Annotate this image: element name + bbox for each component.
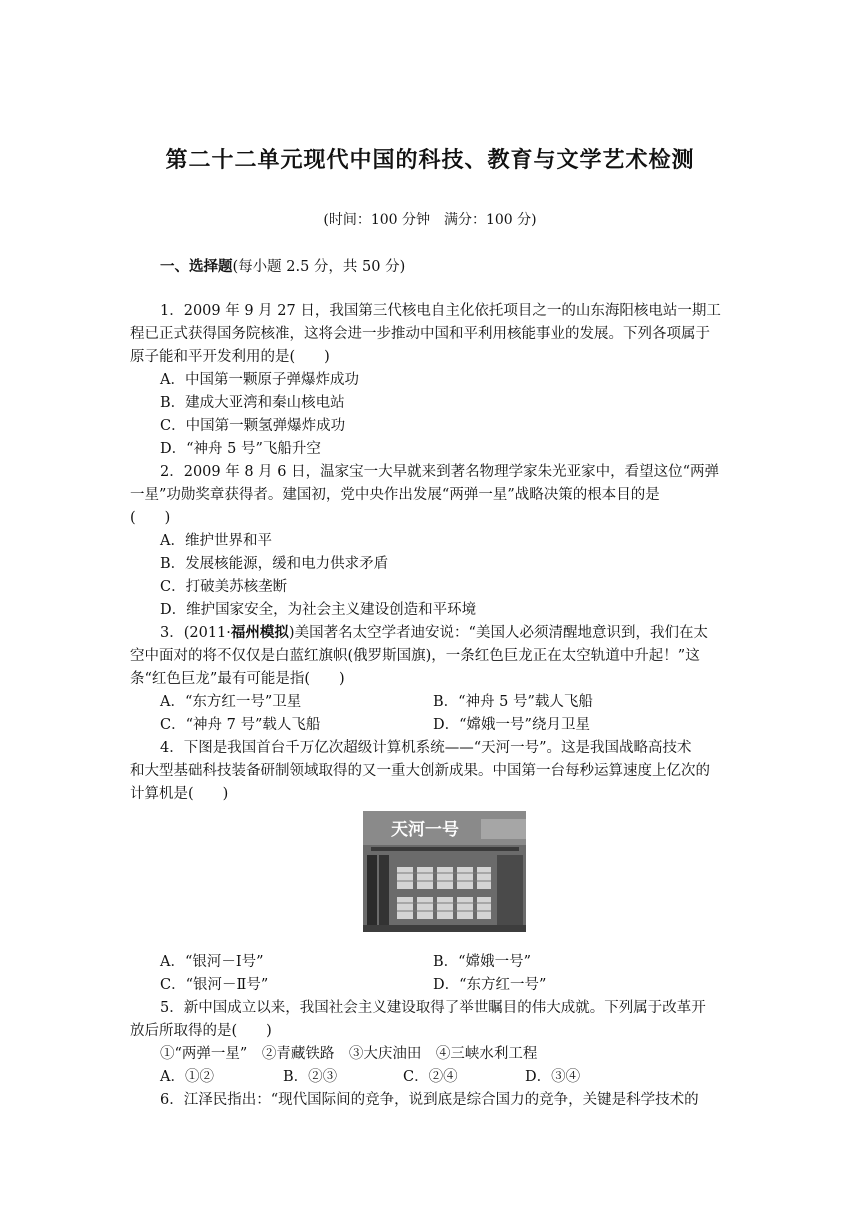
q1-option-d: D．“神舟 5 号”飞船升空: [160, 441, 321, 457]
q3-option-d: D．“嫦娥一号”绕月卫星: [433, 717, 590, 733]
q3-option-b: B．“神舟 5 号”载人飞船: [433, 694, 593, 710]
q4-option-a: A．“银河－Ⅰ号”: [160, 954, 264, 970]
q2-option-a: A．维护世界和平: [160, 533, 272, 549]
q1-line3: 原子能和平开发利用的是( ): [130, 349, 330, 365]
q3-option-c: C．“神舟 7 号”载人飞船: [160, 717, 321, 733]
q4-option-b: B．“嫦娥一号”: [433, 954, 531, 970]
q3-line1: [160, 622, 708, 644]
q1-option-b: B．建成大亚湾和秦山核电站: [160, 395, 345, 411]
q1-option-c: C．中国第一颗氢弹爆炸成功: [160, 418, 346, 434]
q2-option-b: B．发展核能源，缓和电力供求矛盾: [160, 556, 389, 572]
q4-option-c: C．“银河－Ⅱ号”: [160, 977, 269, 993]
exam-meta: (时间：100 分钟 满分：100 分): [323, 212, 537, 228]
q5-line1: 5．新中国成立以来，我国社会主义建设取得了举世瞩目的伟大成就。下列属于改革开: [160, 1000, 706, 1016]
section-title: 一、选择题: [160, 259, 233, 275]
photo-caption: 天河一号: [391, 820, 459, 840]
q1-line2: 程已正式获得国务院核准，这将会进一步推动中国和平利用核能事业的发展。下列各项属于: [130, 326, 710, 342]
section-note: (每小题 2.5 分，共 50 分): [232, 259, 406, 275]
q3-option-a: A．“东方红一号”卫星: [160, 694, 302, 710]
q5-option-c: C．②④: [403, 1069, 458, 1085]
q5-line2: 放后所取得的是( ): [130, 1023, 272, 1039]
q3-line3: 条“红色巨龙”最有可能是指( ): [130, 671, 345, 687]
q3-prefix: 3．(2011·: [160, 625, 231, 641]
q2-line2: 一星”功勋奖章获得者。建国初，党中央作出发展“两弹一星”战略决策的根本目的是: [130, 487, 660, 503]
q5-option-b: B．②③: [283, 1069, 338, 1085]
q2-line3: ( ): [130, 510, 171, 526]
q4-line2: 和大型基础科技装备研制领域取得的又一重大创新成果。中国第一台每秒运算速度上亿次的: [130, 763, 710, 779]
q3-stem: )美国著名太空学者迪安说：“美国人必须清醒地意识到，我们在太: [288, 625, 708, 641]
supercomputer-illustration: [363, 811, 526, 932]
q5-option-d: D．③④: [525, 1069, 581, 1085]
q4-option-d: D．“东方红一号”: [433, 977, 547, 993]
q1-line1: 1．2009 年 9 月 27 日，我国第三代核电自主化依托项目之一的山东海阳核电站一期工: [160, 303, 721, 319]
q2-option-c: C．打破美苏核垄断: [160, 579, 288, 595]
q2-option-d: D．维护国家安全，为社会主义建设创造和平环境: [160, 602, 477, 618]
q3-line2: 空中面对的将不仅仅是白蓝红旗帜(俄罗斯国旗)，一条红色巨龙正在太空轨道中升起！”这: [130, 648, 700, 664]
section-heading: [160, 255, 405, 276]
q2-line1: 2．2009 年 8 月 6 日，温家宝一大早就来到著名物理学家朱光亚家中，看望这位“两弹: [160, 464, 720, 480]
q3-source: 福州模拟: [230, 624, 289, 641]
q5-option-a: A．①②: [160, 1069, 214, 1085]
q6-line1: 6．江泽民指出：“现代国际间的竞争，说到底是综合国力的竞争，关键是科学技术的: [160, 1092, 699, 1108]
q1-option-a: A．中国第一颗原子弹爆炸成功: [160, 372, 359, 388]
q5-items: ①“两弹一星” ②青藏铁路 ③大庆油田 ④三峡水利工程: [160, 1046, 538, 1062]
q4-line1: 4．下图是我国首台千万亿次超级计算机系统——“天河一号”。这是我国战略高技术: [160, 740, 692, 756]
page-title: 第二十二单元现代中国的科技、教育与文学艺术检测: [165, 147, 695, 173]
supercomputer-photo: [363, 811, 526, 932]
q4-line3: 计算机是( ): [130, 786, 229, 802]
